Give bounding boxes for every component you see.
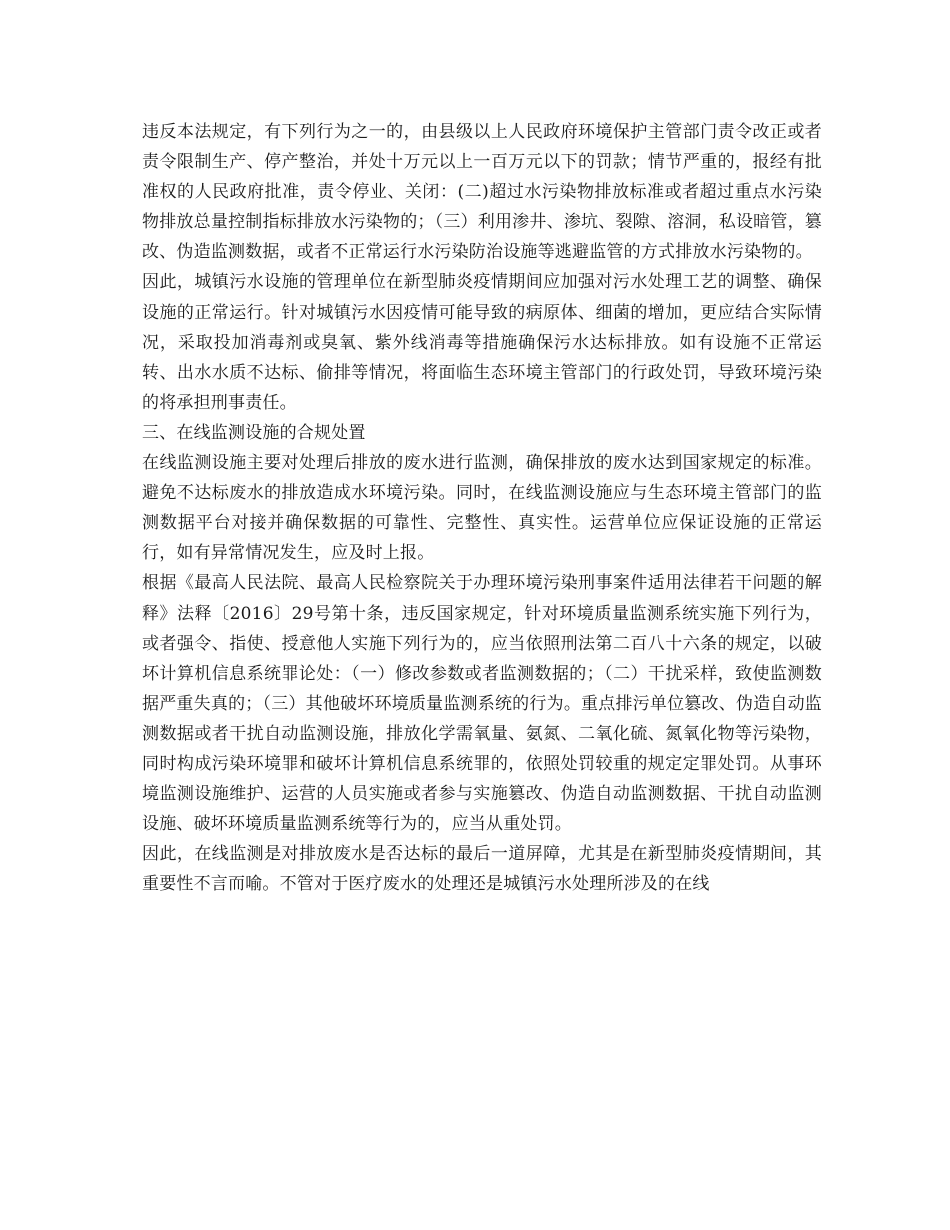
- paragraph-conclusion: 因此，在线监测是对排放废水是否达标的最后一道屏障，尤其是在新型肺炎疫情期间，其重要性不言而喻。不管对于医疗废水的处理还是城镇污水处理所涉及的在线: [142, 844, 822, 895]
- section-heading-online-monitoring: 三、在线监测设施的合规处置: [142, 422, 366, 443]
- paragraph-penalty-provisions: 违反本法规定，有下列行为之一的，由县级以上人民政府环境保护主管部门责令改正或者责令限制生产、停产整治，并处十万元以上一百万元以下的罚款；情节严重的，报经有批准权的人民政府批准，责令停业、关闭：(二)超过水污染物排放标准或者超过重点水污染物排放总量控制指标排放水污染物的；（三）利用渗井、渗坑、裂隙、溶洞，私设暗管，篡改、伪造监测数据，或者不正常运行水污染防治设施等逃避监管的方式排放水污染物的。: [142, 122, 822, 263]
- paragraph-judicial-interpretation: 根据《最高人民法院、最高人民检察院关于办理环境污染刑事案件适用法律若干问题的解释》法释〔2016〕29号第十条，违反国家规定，针对环境质量监测系统实施下列行为，或者强令、指使、授意他人实施下列行为的，应当依照刑法第二百八十六条的规定，以破坏计算机信息系统罪论处：（一）修改参数或者监测数据的；（二）干扰采样，致使监测数据严重失真的；（三）其他破坏环境质量监测系统的行为。重点排污单位篡改、伪造自动监测数据或者干扰自动监测设施，排放化学需氧量、氨氮、二氧化硫、氮氧化物等污染物，同时构成污染环境罪和破坏计算机信息系统罪的，依照处罚较重的规定定罪处罚。从事环境监测设施维护、运营的人员实施或者参与实施篡改、伪造自动监测数据、干扰自动监测设施、破坏环境质量监测系统等行为的，应当从重处罚。: [142, 573, 822, 835]
- document-body: [142, 117, 822, 899]
- paragraph-urban-sewage-management: 因此，城镇污水设施的管理单位在新型肺炎疫情期间应加强对污水处理工艺的调整、确保设施的正常运行。针对城镇污水因疫情可能导致的病原体、细菌的增加，更应结合实际情况，采取投加消毒剂或臭氧、紫外线消毒等措施确保污水达标排放。如有设施不正常运转、出水水质不达标、偷排等情况，将面临生态环境主管部门的行政处罚，导致环境污染的将承担刑事责任。: [142, 272, 822, 413]
- paragraph-online-monitoring-purpose: 在线监测设施主要对处理后排放的废水进行监测，确保排放的废水达到国家规定的标准。避免不达标废水的排放造成水环境污染。同时，在线监测设施应与生态环境主管部门的监测数据平台对接并确保数据的可靠性、完整性、真实性。运营单位应保证设施的正常运行，如有异常情况发生，应及时上报。: [142, 453, 822, 564]
